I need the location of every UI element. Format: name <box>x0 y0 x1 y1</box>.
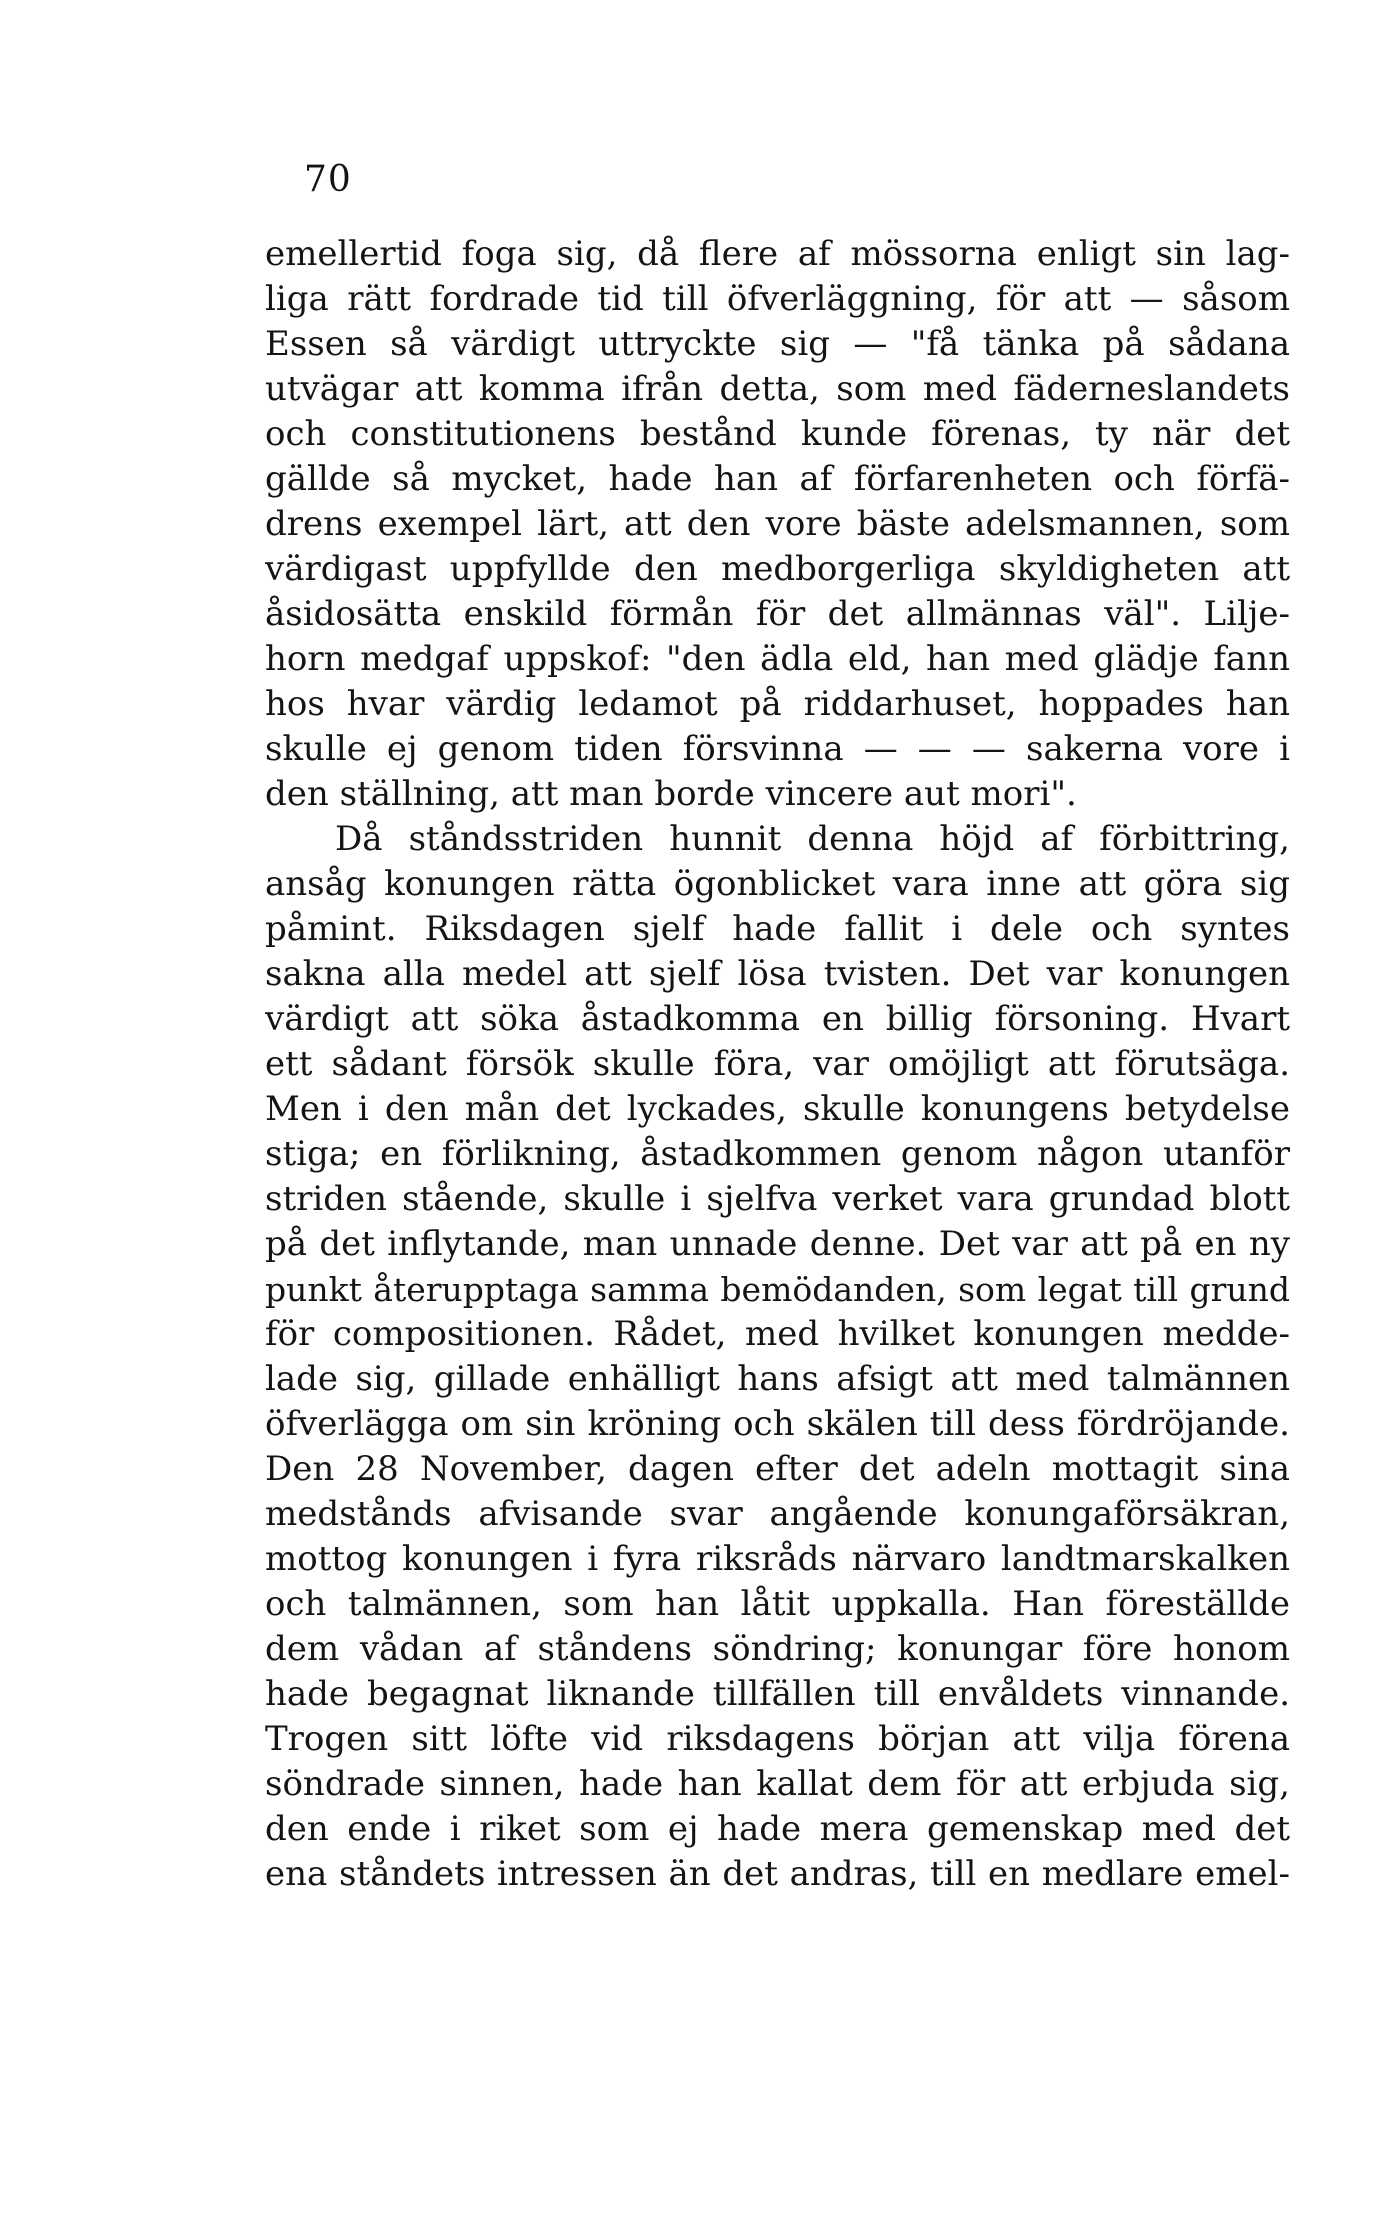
text-line: hos hvar värdig ledamot på riddarhuset, hoppades han <box>265 684 1290 724</box>
text-line: Men i den mån det lyckades, skulle konungens betydelse <box>265 1089 1290 1129</box>
text-line: ena ståndets intressen än det andras, till en medlare emel- <box>265 1854 1290 1894</box>
text-line: och talmännen, som han låtit uppkalla. Han föreställde <box>265 1584 1290 1624</box>
text-line: drens exempel lärt, att den vore bäste adelsmannen, som <box>265 504 1290 544</box>
text-line: punkt återupptaga samma bemödanden, som legat till grund <box>265 1270 1290 1309</box>
text-line: Trogen sitt löfte vid riksdagens början att vilja förena <box>265 1719 1290 1759</box>
text-line: hade begagnat liknande tillfällen till envåldets vinnande. <box>265 1674 1290 1714</box>
text-line: striden stående, skulle i sjelfva verket vara grundad blott <box>265 1179 1290 1219</box>
text-line: åsidosätta enskild förmån för det allmännas väl". Lilje- <box>265 594 1290 634</box>
text-line: mottog konungen i fyra riksråds närvaro landtmarskalken <box>265 1539 1290 1579</box>
text-line: sakna alla medel att sjelf lösa tvisten. Det var konungen <box>265 954 1290 994</box>
text-line: värdigast uppfyllde den medborgerliga skyldigheten att <box>265 549 1290 589</box>
text-line: och constitutionens bestånd kunde förenas, ty när det <box>265 414 1290 454</box>
page-number: 70 <box>304 159 352 200</box>
text-line: emellertid foga sig, då flere af mössorna enligt sin lag- <box>265 234 1290 274</box>
body-text <box>265 232 1290 1897</box>
text-line: den ende i riket som ej hade mera gemenskap med det <box>265 1809 1290 1849</box>
text-line: Essen så värdigt uttryckte sig — "få tänka på sådana <box>265 324 1290 364</box>
text-line: påmint. Riksdagen sjelf hade fallit i dele och syntes <box>265 909 1290 949</box>
text-line: gällde så mycket, hade han af förfarenheten och förfä- <box>265 459 1290 499</box>
text-line: öfverlägga om sin kröning och skälen till dess fördröjande. <box>265 1404 1290 1444</box>
text-line: lade sig, gillade enhälligt hans afsigt att med talmännen <box>265 1359 1290 1399</box>
text-line: stiga; en förlikning, åstadkommen genom någon utanför <box>265 1134 1290 1174</box>
text-line: ett sådant försök skulle föra, var omöjligt att förutsäga. <box>265 1044 1290 1084</box>
text-line: den ställning, att man borde vincere aut mori". <box>265 774 1077 814</box>
paragraph-start-line: Då ståndsstriden hunnit denna höjd af förbittring, <box>335 819 1290 859</box>
text-line: värdigt att söka åstadkomma en billig försoning. Hvart <box>265 999 1290 1039</box>
text-line: dem vådan af ståndens söndring; konungar före honom <box>265 1629 1290 1669</box>
text-line: för compositionen. Rådet, med hvilket konungen medde- <box>265 1314 1290 1354</box>
text-line: skulle ej genom tiden försvinna — — — sakerna vore i <box>265 729 1290 769</box>
text-line: Den 28 November, dagen efter det adeln mottagit sina <box>265 1449 1290 1489</box>
text-line: utvägar att komma ifrån detta, som med fäderneslandets <box>265 369 1290 409</box>
text-line: liga rätt fordrade tid till öfverläggning, för att — såsom <box>265 279 1290 319</box>
text-line: medstånds afvisande svar angående konungaförsäkran, <box>265 1494 1290 1534</box>
text-line: på det inflytande, man unnade denne. Det var att på en ny <box>265 1224 1290 1264</box>
text-line: söndrade sinnen, hade han kallat dem för att erbjuda sig, <box>265 1764 1290 1804</box>
text-line: ansåg konungen rätta ögonblicket vara inne att göra sig <box>265 864 1290 904</box>
text-line: horn medgaf uppskof: "den ädla eld, han med glädje fann <box>265 639 1290 679</box>
